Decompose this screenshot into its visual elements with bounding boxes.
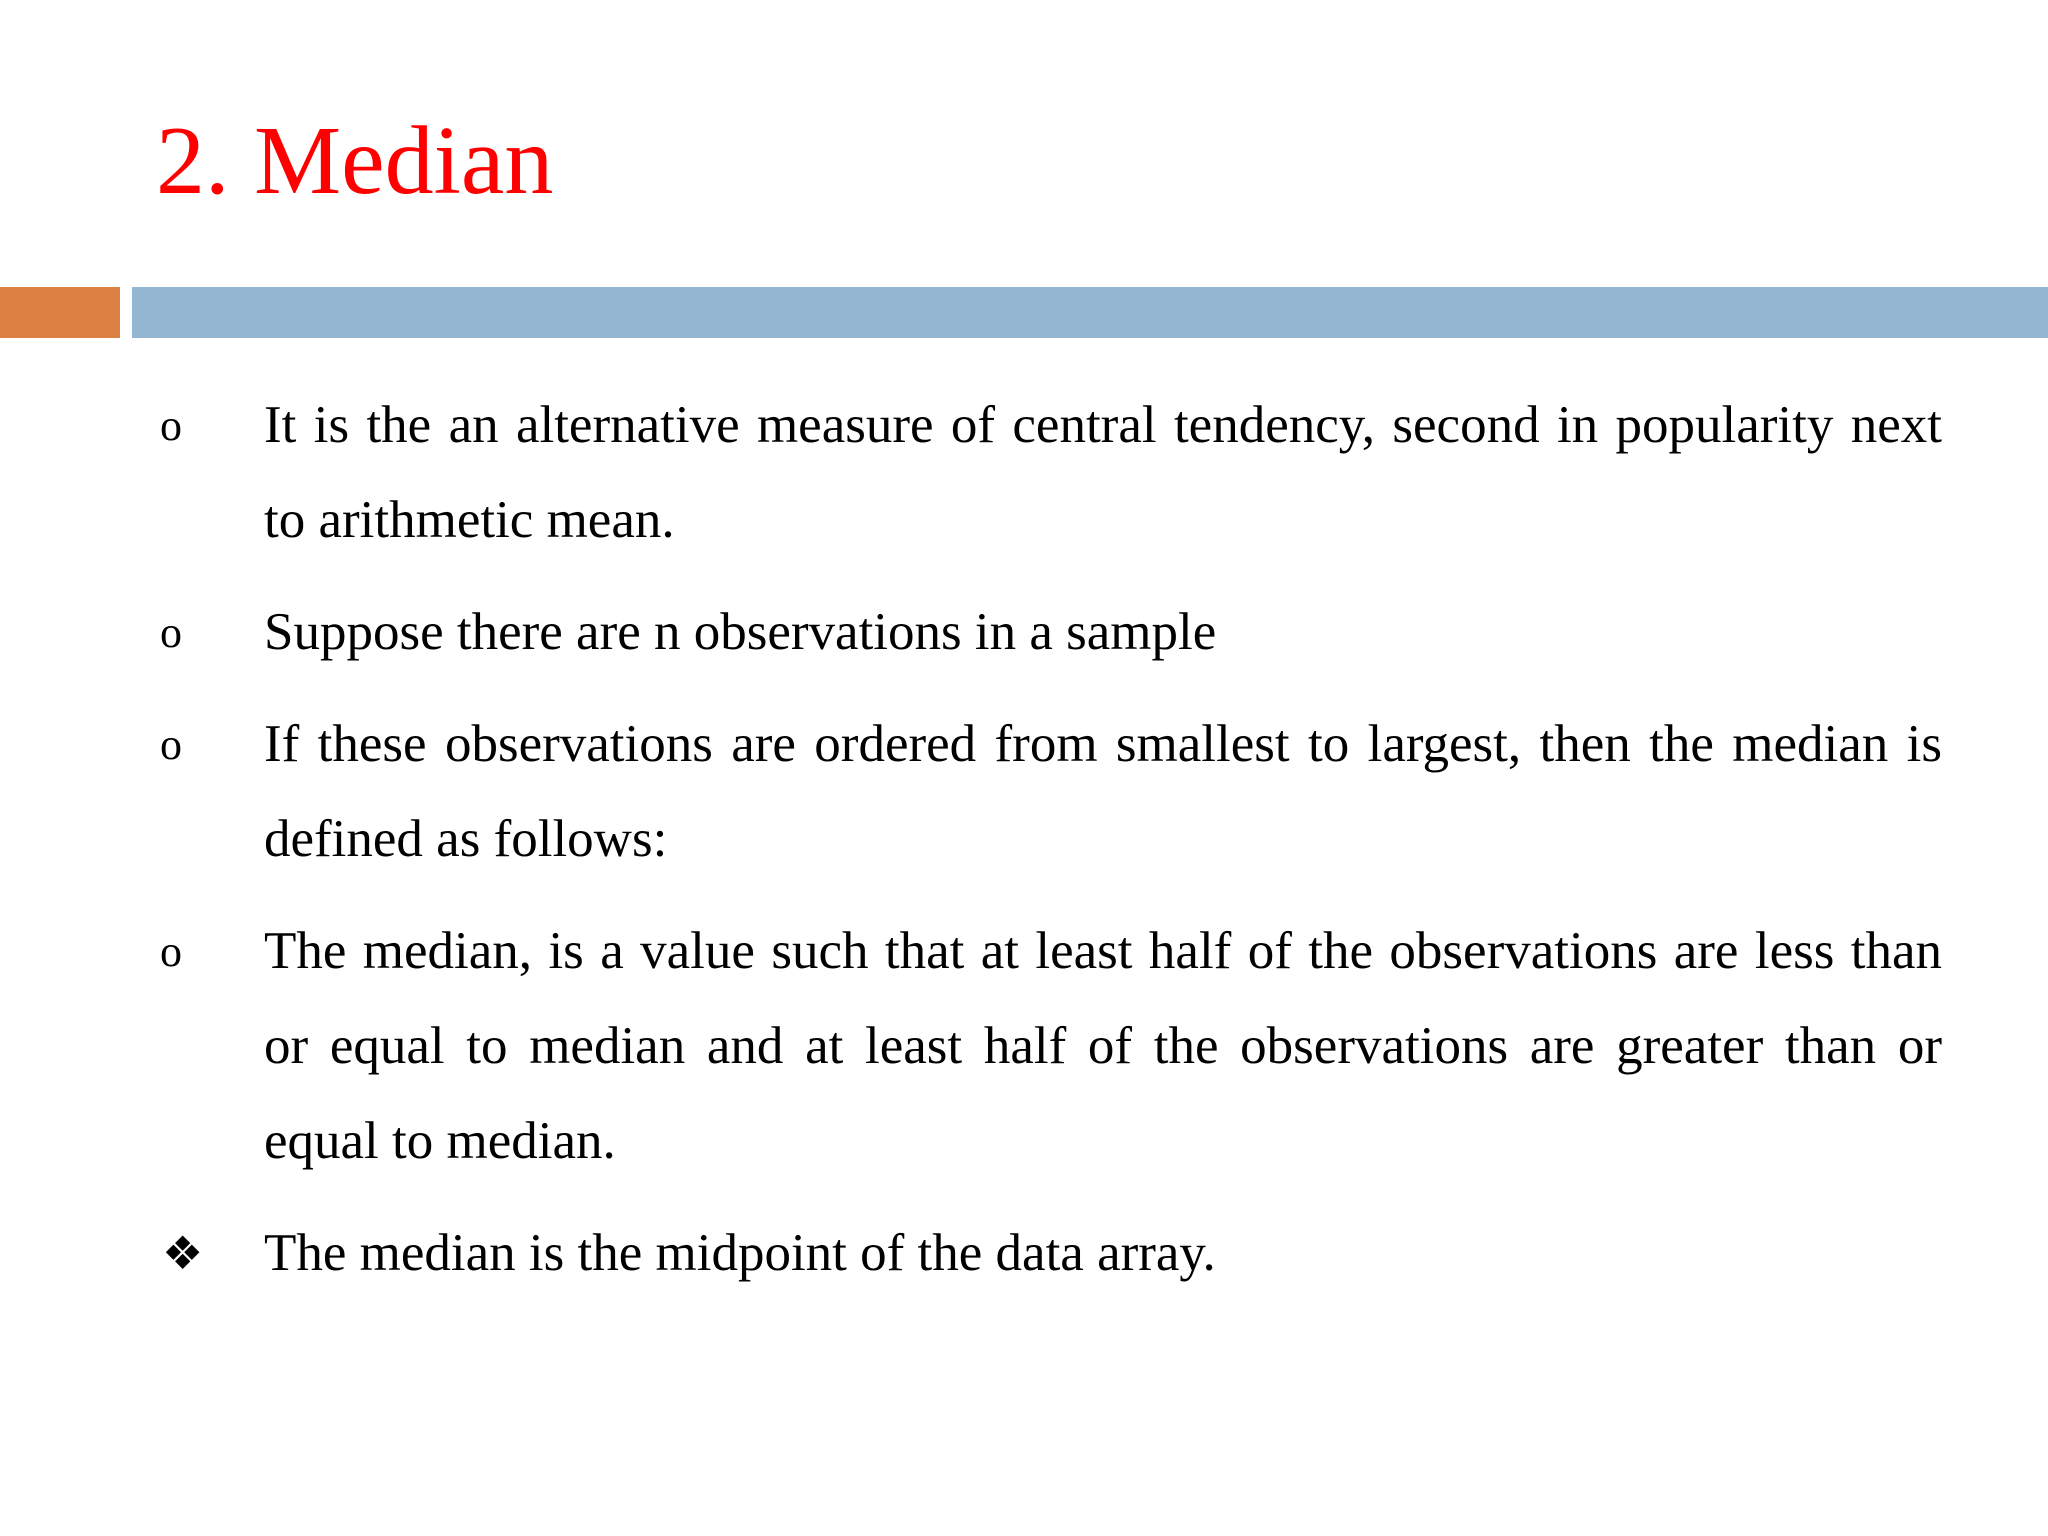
bullet-item [160, 697, 1942, 887]
bullet-text: If these observations are ordered from smallest to largest, then the median is defined as follows: [264, 715, 1942, 868]
bullet-text: It is the an alternative measure of central tendency, second in popularity next to arithmetic mean. [264, 396, 1942, 549]
bullet-item [160, 378, 1942, 568]
accent-bar-blue [132, 287, 2048, 338]
bullet-item [160, 585, 1942, 680]
hollow-circle-icon: o [160, 927, 182, 976]
bullet-list [160, 378, 1942, 1318]
four-diamond-icon: ❖ [162, 1228, 204, 1279]
hollow-circle-icon: o [160, 401, 182, 450]
bullet-item [160, 1206, 1942, 1301]
bullet-text: The median is the midpoint of the data array. [264, 1224, 1216, 1282]
bullet-text: The median, is a value such that at least half of the observations are less than or equal to median and at least half of the observations are greater than or equal to median. [264, 922, 1942, 1170]
accent-bar-orange [0, 287, 120, 338]
hollow-circle-icon: o [160, 720, 182, 769]
slide-title: 2. Median [156, 107, 554, 215]
bullet-item [160, 904, 1942, 1189]
hollow-circle-icon: o [160, 608, 182, 657]
bullet-text: Suppose there are n observations in a sample [264, 603, 1217, 661]
